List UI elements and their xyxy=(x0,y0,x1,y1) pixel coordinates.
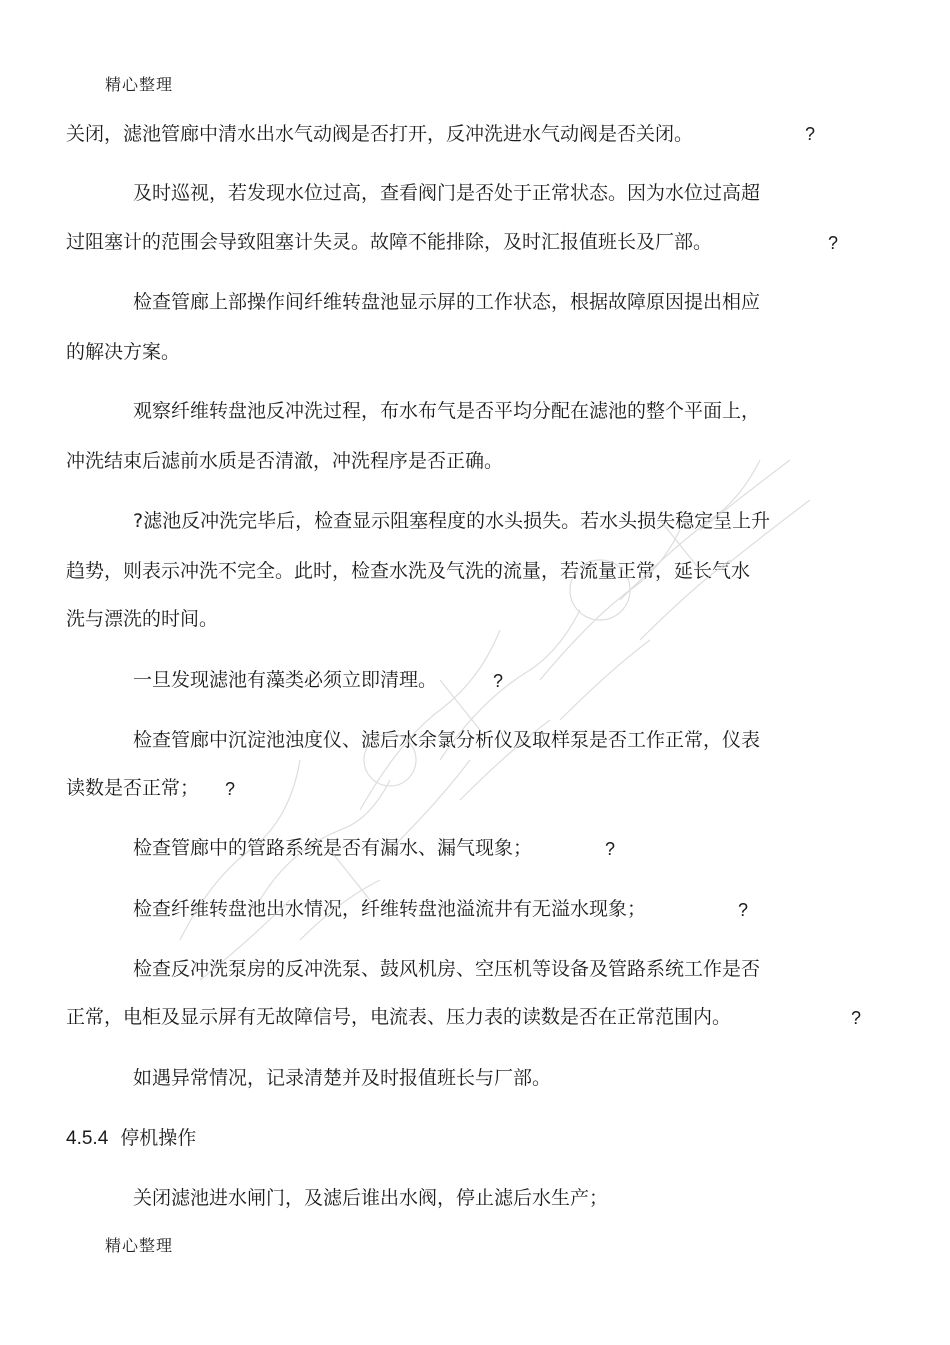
question-mark: ? xyxy=(828,233,839,253)
question-mark: ? xyxy=(738,900,749,920)
paragraph-line: 检查纤维转盘池出水情况，纤维转盘池溢流井有无溢水现象； xyxy=(133,898,647,920)
paragraph-line: 趋势，则表示冲洗不完全。此时，检查水洗及气洗的流量，若流量正常，延长气水 xyxy=(66,560,751,582)
paragraph-line: 观察纤维转盘池反冲洗过程，布水布气是否平均分配在滤池的整个平面上， xyxy=(133,400,761,422)
page-header: 精心整理 xyxy=(105,75,174,94)
section-title: 停机操作 xyxy=(120,1127,197,1149)
paragraph-line: 洗与漂洗的时间。 xyxy=(66,608,219,630)
paragraph-line: 如遇异常情况，记录清楚并及时报值班长与厂部。 xyxy=(133,1067,552,1089)
page-footer: 精心整理 xyxy=(105,1236,174,1255)
paragraph-line: 的解决方案。 xyxy=(66,341,181,363)
section-number: 4.5.4 xyxy=(66,1128,109,1149)
paragraph-line: 检查管廊中的管路系统是否有漏水、漏气现象； xyxy=(133,837,533,859)
paragraph-line: 检查管廊上部操作间纤维转盘池显示屏的工作状态，根据故障原因提出相应 xyxy=(133,291,761,313)
paragraph-line: 一旦发现滤池有藻类必须立即清理。 xyxy=(133,669,438,691)
section-heading xyxy=(66,1126,196,1151)
paragraph-line: 检查管廊中沉淀池浊度仪、滤后水余氯分析仪及取样泵是否工作正常，仪表 xyxy=(133,729,761,751)
question-mark: ? xyxy=(851,1008,862,1028)
paragraph-line: 检查反冲洗泵房的反冲洗泵、鼓风机房、空压机等设备及管路系统工作是否 xyxy=(133,958,761,980)
paragraph-line: 及时巡视，若发现水位过高，查看阀门是否处于正常状态。因为水位过高超 xyxy=(133,182,761,204)
question-mark: ? xyxy=(805,124,816,144)
paragraph-line: 冲洗结束后滤前水质是否清澈，冲洗程序是否正确。 xyxy=(66,450,504,472)
question-mark: ? xyxy=(225,779,236,799)
question-mark: ? xyxy=(605,839,616,859)
paragraph-line: 关闭滤池进水闸门，及滤后谁出水阀，停止滤后水生产； xyxy=(133,1187,609,1209)
paragraph-line: 读数是否正常； xyxy=(66,777,200,799)
paragraph-line: 过阻塞计的范围会导致阻塞计失灵。故障不能排除，及时汇报值班长及厂部。 xyxy=(66,231,713,253)
paragraph-line: 关闭，滤池管廊中清水出水气动阀是否打开，反冲洗进水气动阀是否关闭。 xyxy=(66,123,694,145)
question-mark: ? xyxy=(493,671,504,691)
paragraph-line: 正常，电柜及显示屏有无故障信号，电流表、压力表的读数是否在正常范围内。 xyxy=(66,1006,732,1028)
paragraph-line: ?滤池反冲洗完毕后，检查显示阻塞程度的水头损失。若水头损失稳定呈上升 xyxy=(133,510,771,532)
